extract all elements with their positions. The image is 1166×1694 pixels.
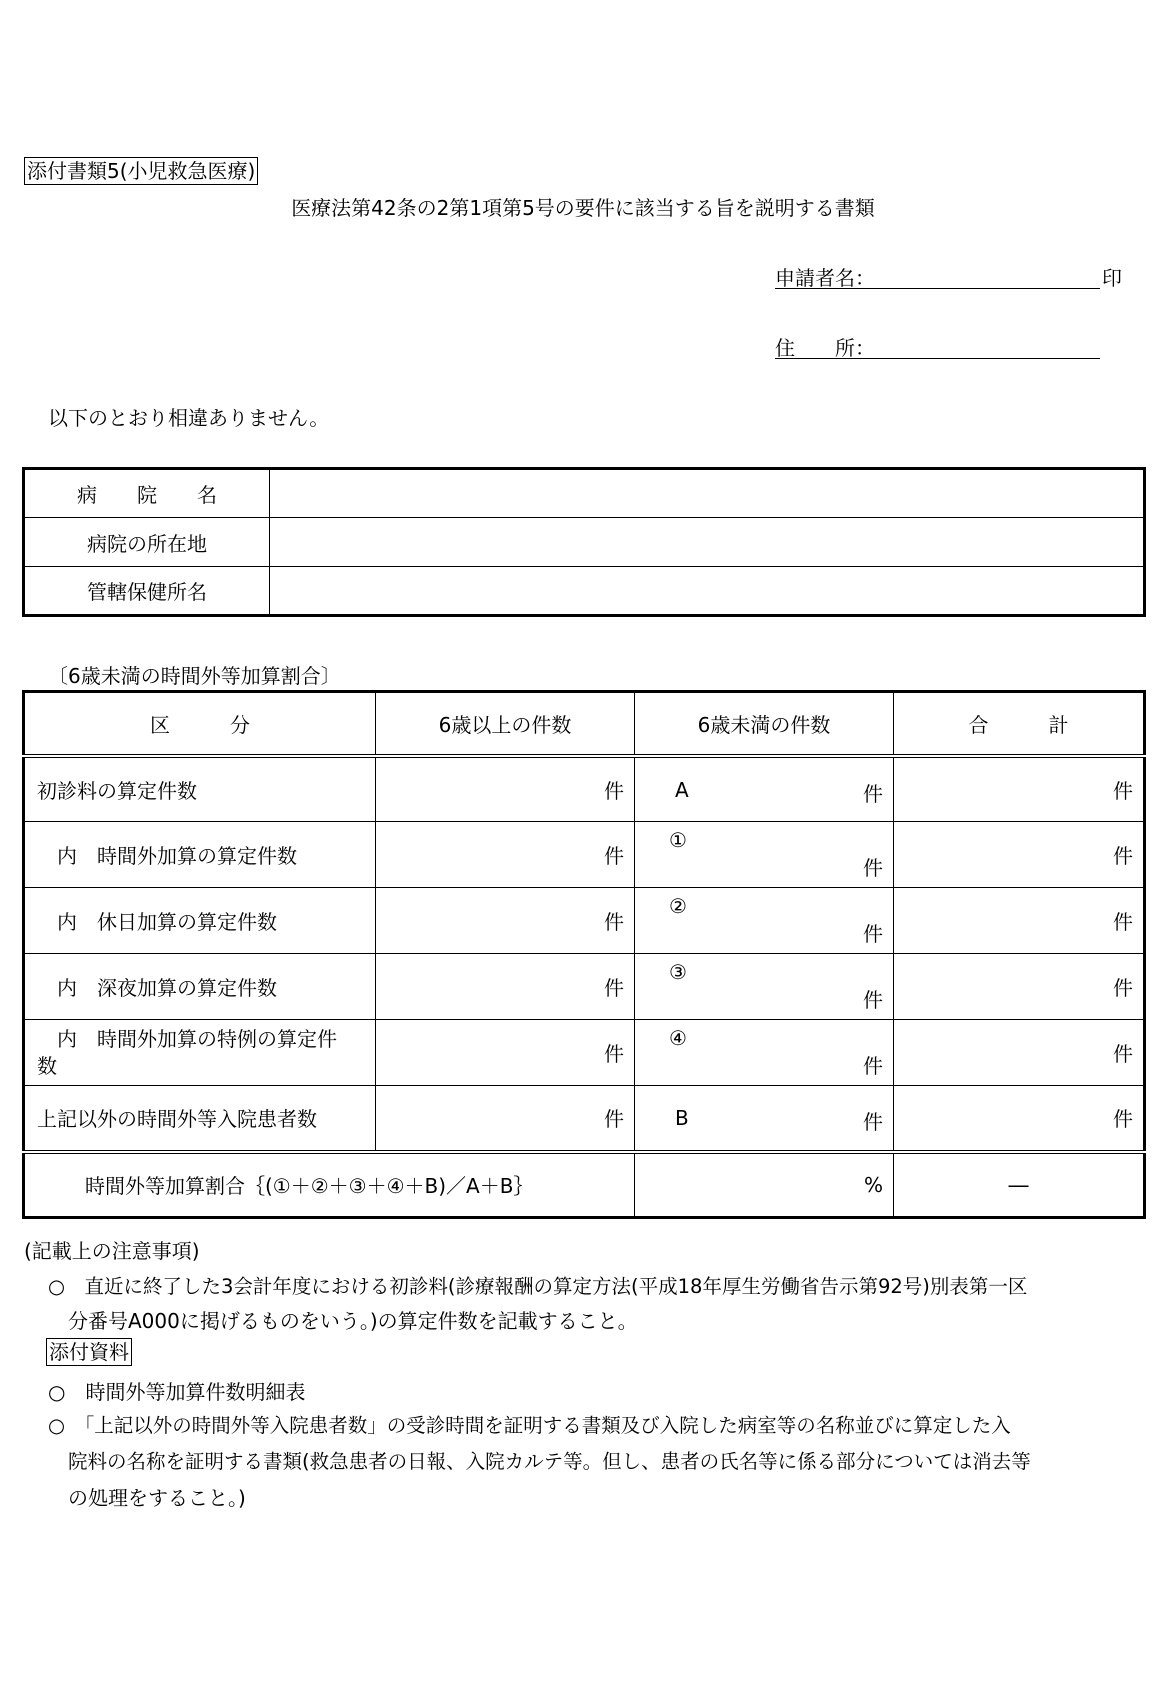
seal-mark: 印: [1102, 266, 1122, 290]
unit: 件: [1113, 1107, 1133, 1132]
hospital-row: [24, 469, 1145, 518]
unit: 件: [1113, 1042, 1133, 1066]
total-cell[interactable]: [894, 954, 1145, 1020]
total-cell[interactable]: [894, 1086, 1145, 1152]
table-row: [24, 822, 1145, 888]
table-row: [24, 756, 1145, 822]
header-under6: 6歳未満の件数: [635, 692, 894, 756]
over6-cell[interactable]: [376, 822, 635, 888]
percent-unit: %: [863, 1172, 883, 1197]
unit: 件: [1113, 844, 1133, 868]
note-item-1-cont: 分番号A000に掲げるものをいう。)の算定件数を記載すること。: [68, 1309, 638, 1333]
row-label: 内 時間外加算の算定件数: [24, 822, 376, 888]
row-label: 内 深夜加算の算定件数: [24, 954, 376, 1020]
unit: 件: [604, 778, 624, 803]
under6-cell[interactable]: [635, 822, 894, 888]
unit: 件: [604, 976, 624, 1000]
under6-cell[interactable]: [635, 756, 894, 822]
total-cell[interactable]: [894, 822, 1145, 888]
note-item-1: ○ 直近に終了した3会計年度における初診料(診療報酬の算定方法(平成18年厚生労働省告示第92号)別表第一区: [48, 1275, 1028, 1298]
hospital-name-value[interactable]: [270, 469, 1145, 518]
ratio-value-cell[interactable]: [635, 1152, 894, 1218]
over6-cell[interactable]: [376, 1086, 635, 1152]
applicant-name-label: 申請者名：: [775, 266, 875, 290]
applicant-name-field[interactable]: [775, 262, 1100, 289]
hospital-info-table: [22, 467, 1146, 617]
row-label-line2: 数: [37, 1053, 57, 1078]
mark-a: A: [675, 777, 689, 802]
mark-1: ①: [669, 828, 687, 852]
unit: 件: [863, 856, 883, 880]
total-cell[interactable]: [894, 1020, 1145, 1086]
over6-cell[interactable]: [376, 954, 635, 1020]
unit: 件: [863, 988, 883, 1012]
page-title: 医療法第42条の2第1項第5号の要件に該当する旨を説明する書類: [291, 196, 875, 220]
total-cell[interactable]: [894, 756, 1145, 822]
attachment-tag: 添付書類5(小児救急医療): [24, 157, 258, 185]
unit: 件: [604, 1107, 624, 1132]
unit: 件: [863, 781, 883, 806]
attachment-item-2-end: の処理をすること。): [68, 1486, 246, 1510]
hospital-row: [24, 567, 1145, 616]
table-row: [24, 1020, 1145, 1086]
unit: 件: [604, 910, 624, 934]
under6-cell[interactable]: [635, 888, 894, 954]
unit: 件: [863, 922, 883, 946]
under6-cell[interactable]: [635, 1086, 894, 1152]
ratio-total-cell: ―: [894, 1152, 1145, 1218]
table-row: [24, 954, 1145, 1020]
unit: 件: [1113, 910, 1133, 934]
hospital-name-label: 病 院 名: [24, 469, 270, 518]
unit: 件: [863, 1054, 883, 1078]
table-row: [24, 1086, 1145, 1152]
row-label: [24, 1020, 376, 1086]
hospital-row: [24, 518, 1145, 567]
attachment-item-1: ○ 時間外等加算件数明細表: [48, 1380, 306, 1404]
unit: 件: [863, 1110, 883, 1134]
total-cell[interactable]: [894, 888, 1145, 954]
hospital-address-value[interactable]: [270, 518, 1145, 567]
ratio-row: [24, 1152, 1145, 1218]
notes-title: (記載上の注意事項): [24, 1239, 200, 1263]
ratio-table: [22, 690, 1146, 1219]
unit: 件: [1113, 976, 1133, 1000]
mark-4: ④: [669, 1026, 687, 1050]
mark-2: ②: [669, 894, 687, 918]
row-label: 初診料の算定件数: [24, 756, 376, 822]
statement: 以下のとおり相違ありません。: [48, 406, 330, 430]
row-label: 内 休日加算の算定件数: [24, 888, 376, 954]
row-label-line1: 内 時間外加算の特例の算定件: [37, 1026, 337, 1051]
under6-cell[interactable]: [635, 954, 894, 1020]
over6-cell[interactable]: [376, 756, 635, 822]
mark-3: ③: [669, 960, 687, 984]
over6-cell[interactable]: [376, 1020, 635, 1086]
ratio-section-title: 〔6歳未満の時間外等加算割合〕: [48, 664, 341, 688]
ratio-header-row: [24, 692, 1145, 756]
address-label: 住 所：: [775, 336, 875, 360]
unit: 件: [604, 1042, 624, 1066]
under6-cell[interactable]: [635, 1020, 894, 1086]
unit: 件: [604, 844, 624, 868]
attachments-tag: 添付資料: [46, 1338, 132, 1366]
address-field[interactable]: [775, 332, 1100, 359]
header-over6: 6歳以上の件数: [376, 692, 635, 756]
row-label: 上記以外の時間外等入院患者数: [24, 1086, 376, 1152]
attachment-item-2: ○ 「上記以外の時間外等入院患者数」の受診時間を証明する書類及び入院した病室等の名称並びに算定した入: [48, 1414, 1011, 1437]
health-center-value[interactable]: [270, 567, 1145, 616]
ratio-label: 時間外等加算割合｛(①＋②＋③＋④＋B)／A＋B｝: [24, 1152, 635, 1218]
unit: 件: [1113, 778, 1133, 803]
hospital-address-label: 病院の所在地: [24, 518, 270, 567]
over6-cell[interactable]: [376, 888, 635, 954]
mark-b: B: [675, 1106, 689, 1130]
health-center-label: 管轄保健所名: [24, 567, 270, 616]
header-total: 合 計: [894, 692, 1145, 756]
header-category: 区 分: [24, 692, 376, 756]
table-row: [24, 888, 1145, 954]
attachment-item-2-cont: 院料の名称を証明する書類(救急患者の日報、入院カルテ等。但し、患者の氏名等に係る部分については消去等: [68, 1450, 1031, 1473]
